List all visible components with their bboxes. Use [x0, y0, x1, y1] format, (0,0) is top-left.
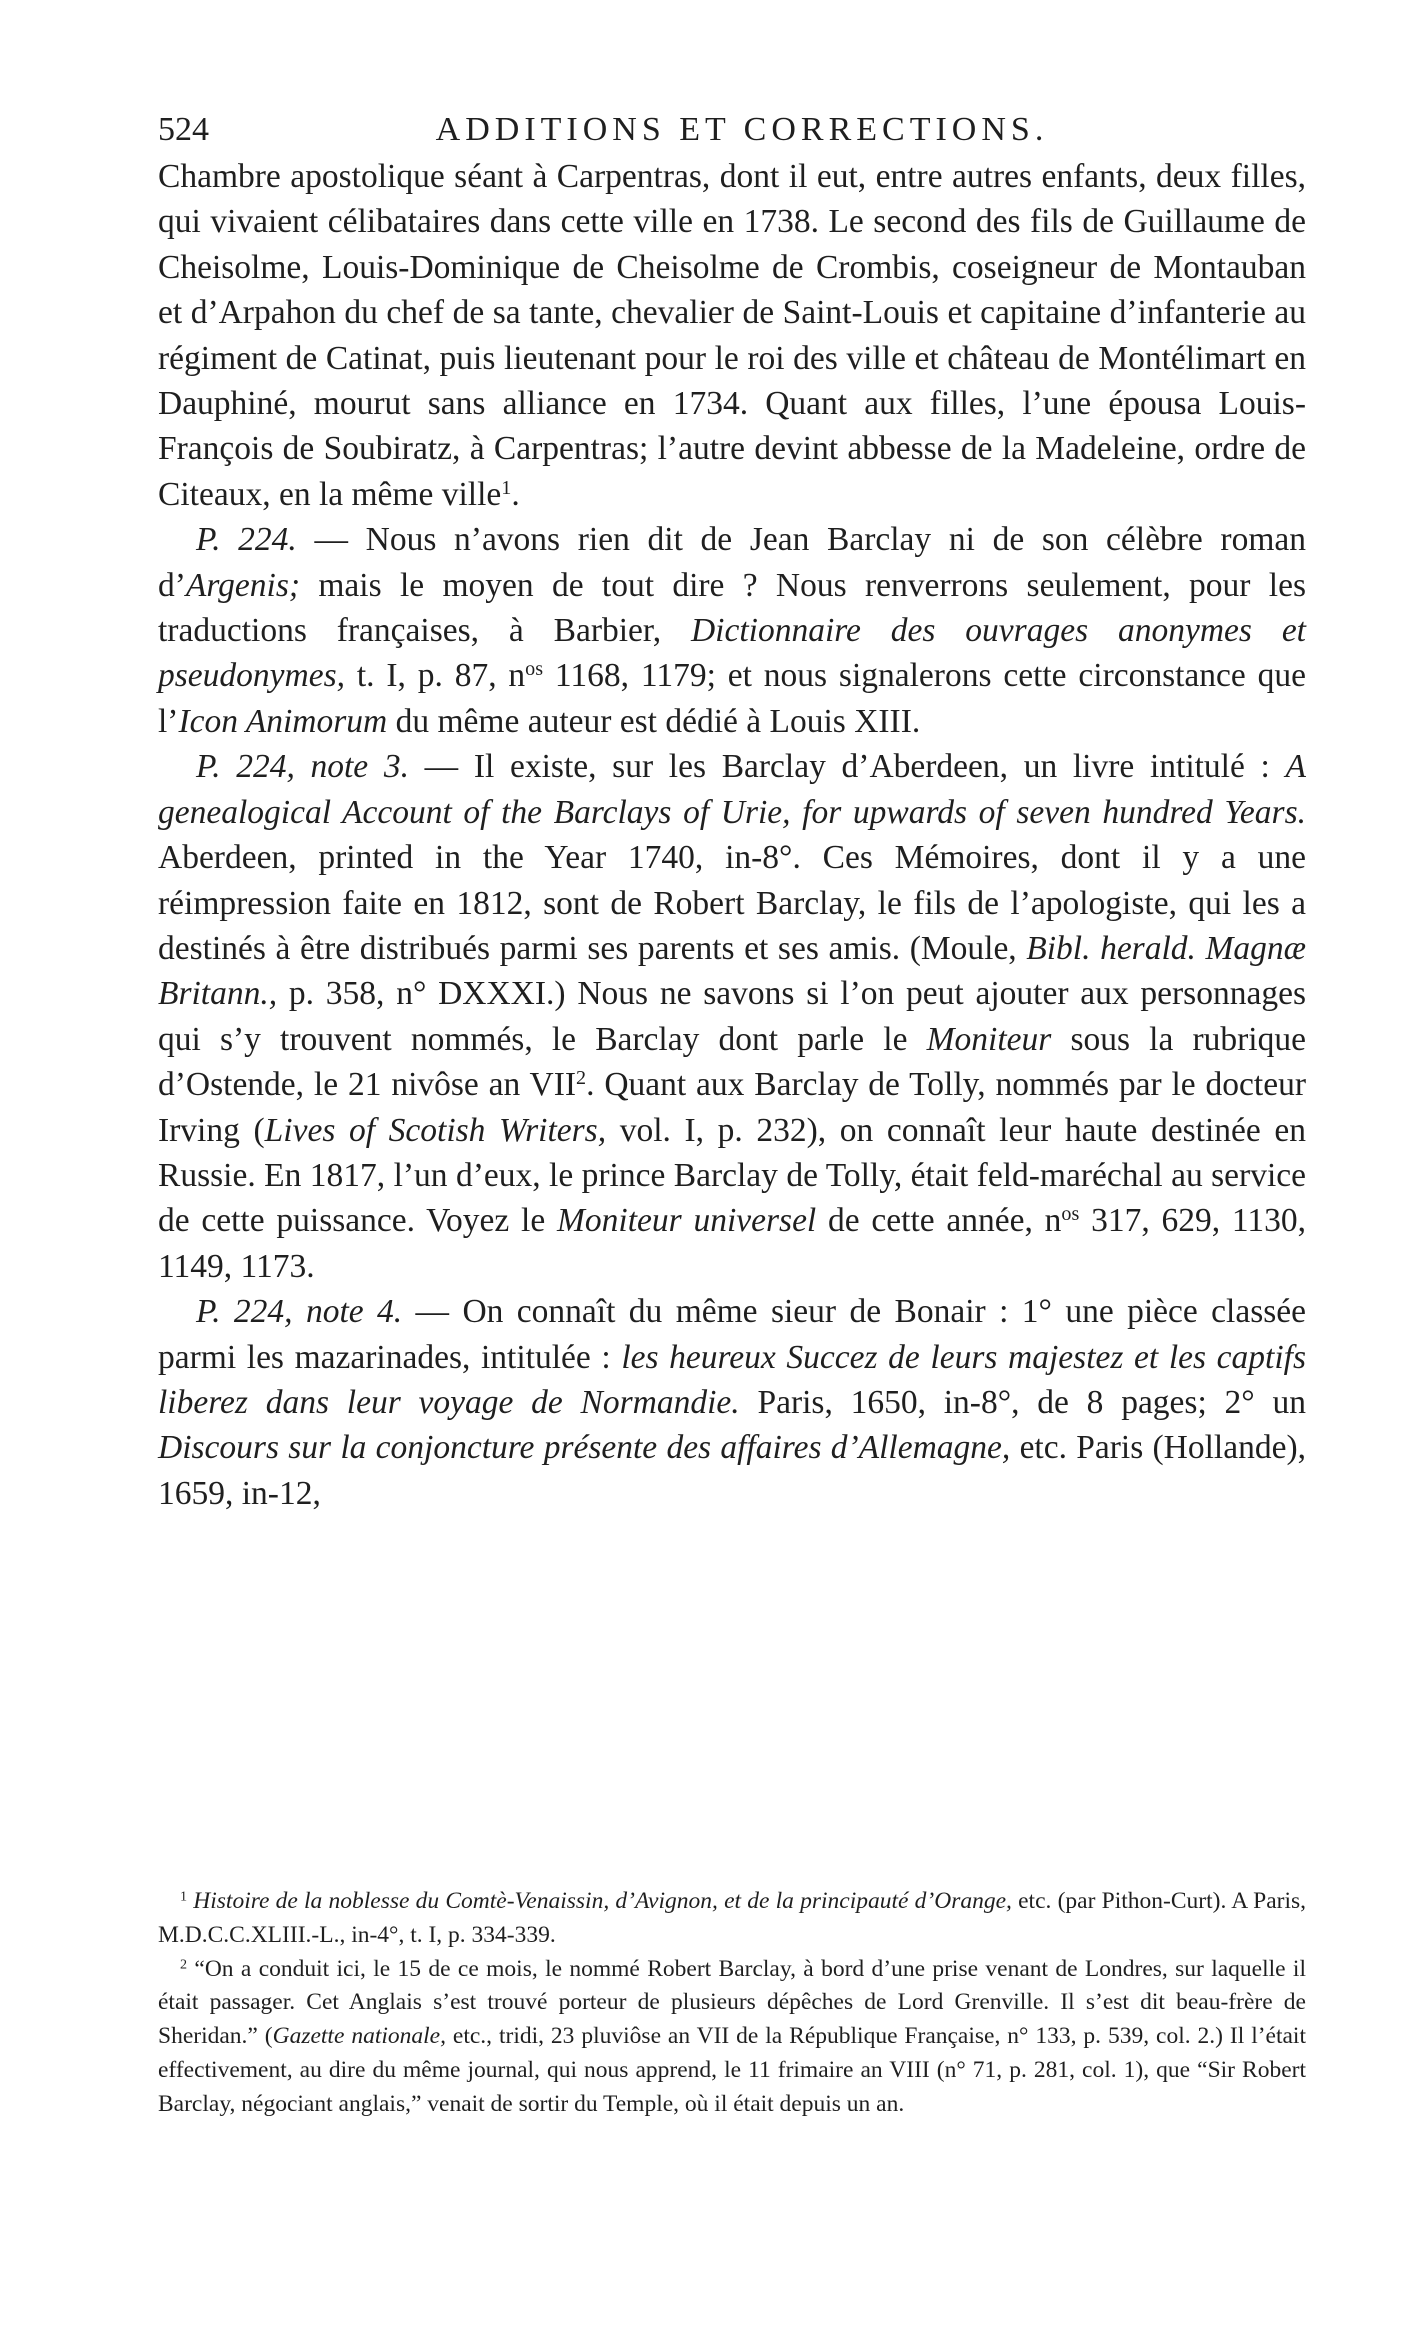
text: — Nous n’avons rien dit de Jean Barclay ni de son célèbre roman d’ [158, 521, 1306, 604]
text: 1168, 1179; et nous signalerons cette circonstance que l’ [158, 657, 1307, 740]
text: du même auteur est dédié à Louis XIII. [387, 702, 921, 740]
text: Aberdeen, printed in the Year 1740, in-8°. Ces Mémoires, dont il y a une réimpression faite en 1812, sont de Robert Barclay, le fils de l’apologiste, qui les a destinés à être distribués parmi ses parents et ses amis. (Moule, [158, 839, 1306, 967]
footnote-2 [158, 1953, 1306, 2122]
text: etc., tridi, 23 pluviôse an VII de la République Française, n° 133, p. 539, col. 2.) Il l’était effectivement, au dire du même journal, qui nous apprend, le 11 frimaire an VIII (n° 71, p. 281, col. 1), que “Sir Robert Barclay, négociant anglais,” venait de sortir du Temple, où il était depuis un an. [158, 2023, 1306, 2117]
title-italic: Dictionnaire des ouvrages anonymes et pseudonymes, [158, 612, 1306, 695]
text: . [511, 475, 520, 513]
paragraph-3 [158, 744, 1306, 1289]
text: . Quant aux Barclay de Tolly, nommés par le docteur Irving ( [158, 1066, 1306, 1149]
footnote-mark: 2 [180, 1955, 188, 1972]
superscript: os [1061, 1203, 1080, 1226]
footnote-ref-2: 2 [576, 1067, 587, 1090]
footnote-ref-1: 1 [501, 476, 512, 499]
footnotes [158, 1885, 1306, 2122]
page-reference: P. 224. [196, 521, 297, 559]
page-reference: P. 224, note 3. [196, 748, 409, 786]
page-reference: P. 224, note 4. [196, 1293, 403, 1331]
title-italic: les heureux Succez de leurs majestez et les captifs liberez dans leur voyage de Normandie. [158, 1338, 1306, 1421]
page [158, 108, 1306, 1516]
title-italic: Icon Animorum [178, 702, 388, 740]
text: p. 358, n° DXXXI.) Nous ne savons si l’on peut ajouter aux personnages qui s’y trouvent nommés, le Barclay dont parle le [158, 975, 1306, 1058]
text: etc. (par Pithon-Curt). A Paris, M.D.C.C.XLIII.-L., in-4°, t. I, p. 334-339. [158, 1888, 1306, 1948]
superscript: os [525, 658, 544, 681]
text: de cette année, n [816, 1202, 1062, 1240]
text: Chambre apostolique séant à Carpentras, dont il eut, entre autres enfants, deux filles, qui vivaient célibataires dans cette ville en 1738. Le second des fils de Guillaume de Cheisolme, Louis-Dominique de Cheisolme de Crombis, coseigneur de Montauban et d’Arpahon du chef de sa tante, chevalier de Saint-Louis et capitaine d’infanterie au régiment de Catinat, puis lieutenant pour le roi des ville et château de Montélimart en Dauphiné, mourut sans alliance en 1734. Quant aux filles, l’une épousa Louis-François de Soubiratz, à Carpentras; l’autre devint abbesse de la Madeleine, ordre de Citeaux, en la même ville [158, 158, 1306, 513]
title-italic: Discours sur la conjoncture présente des affaires d’Allemagne, [158, 1429, 1011, 1467]
footnote-1 [158, 1885, 1306, 1953]
text: mais le moyen de tout dire ? Nous renverrons seulement, pour les traductions françaises, à Barbier, [158, 566, 1306, 650]
text: t. I, p. 87, n [345, 657, 526, 695]
title-italic: Moniteur universel [557, 1202, 817, 1240]
title-italic: Gazette nationale, [272, 2023, 446, 2050]
text: etc. Paris (Hollande), 1659, in-12, [158, 1429, 1306, 1512]
title-italic: Argenis; [185, 566, 301, 604]
text: sous la rubrique d’Ostende, le 21 nivôse an VII [158, 1020, 1306, 1104]
title-italic: Bibl. herald. Magnæ Britann., [158, 929, 1306, 1013]
title-italic: Histoire de la noblesse du Comtè-Venaissin, d’Avignon, et de la principauté d’Orange, [193, 1888, 1012, 1914]
running-header [158, 108, 1306, 152]
text: “On a conduit ici, le 15 de ce mois, le nommé Robert Barclay, à bord d’une prise venant de Londres, sur laquelle il était passager. Cet Anglais s’est trouvé porteur de plusieurs dépêches de Lord Grenville. Il s’est dit beau-frère de Sheridan.” ( [158, 1955, 1306, 2050]
paragraph-1 [158, 154, 1306, 517]
title-italic: Lives of Scotish Writers, [264, 1111, 607, 1149]
paragraph-2 [158, 517, 1306, 744]
title-italic: Moniteur [926, 1020, 1052, 1058]
title-italic: A genealogical Account of the Barclays of Urie, for upwards of seven hundred Years. [158, 748, 1306, 831]
text: — Il existe, sur les Barclay d’Aberdeen, un livre intitulé : [408, 748, 1286, 786]
footnote-mark: 1 [180, 1888, 188, 1905]
running-title: ADDITIONS ET CORRECTIONS. [435, 111, 1049, 148]
paragraph-4 [158, 1289, 1306, 1516]
page-number: 524 [158, 111, 209, 148]
main-text [158, 154, 1306, 1516]
text: 317, 629, 1130, 1149, 1173. [158, 1202, 1306, 1285]
text: — On connaît du même sieur de Bonair : 1° une pièce classée parmi les mazarinades, intitulée : [158, 1293, 1307, 1376]
text: vol. I, p. 232), on connaît leur haute destinée en Russie. En 1817, l’un d’eux, le prince Barclay de Tolly, était feld-maréchal au service de cette puissance. Voyez le [158, 1111, 1307, 1240]
text: Paris, 1650, in-8°, de 8 pages; 2° un [739, 1383, 1306, 1421]
